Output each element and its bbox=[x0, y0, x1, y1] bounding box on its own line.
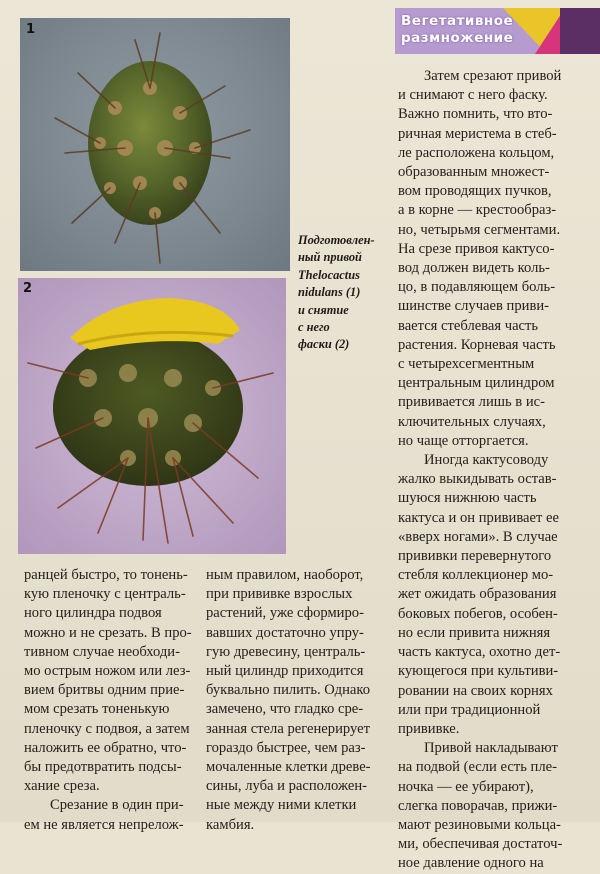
photo-2-cactus-graft-cut bbox=[18, 278, 286, 554]
cactus-illustration-2 bbox=[18, 278, 286, 554]
text-line: Срезание в один при- bbox=[50, 797, 184, 814]
text-line: стебля коллекционер мо- bbox=[398, 567, 554, 584]
text-line: гораздо быстрее, чем раз- bbox=[206, 739, 366, 756]
text-line: ное давление одного на bbox=[398, 855, 544, 872]
text-line: На срезе привоя кактусо- bbox=[398, 240, 555, 257]
caption-line: фаски (2) bbox=[298, 337, 350, 352]
text-line: или при традиционной bbox=[398, 701, 541, 718]
photo-number-1: 1 bbox=[26, 22, 36, 37]
text-line: наложить ее обратно, что- bbox=[24, 739, 187, 756]
photo-1-cactus-graft-top bbox=[20, 18, 290, 271]
section-title bbox=[401, 13, 551, 47]
caption-line: Подготовлен- bbox=[298, 233, 375, 247]
text-column-bottom-left bbox=[24, 566, 202, 835]
text-line: хание среза. bbox=[24, 778, 100, 795]
text-line: ле расположена кольцом, bbox=[398, 144, 555, 161]
text-line: «вверх ногами». В случае bbox=[398, 528, 558, 545]
text-column-bottom-middle bbox=[206, 566, 386, 835]
text-line: образованным множест- bbox=[398, 164, 550, 181]
text-line: цо, в подавляющем боль- bbox=[398, 279, 556, 296]
text-line: но, четырьмя сегментами. bbox=[398, 221, 561, 238]
text-line: вавших достаточно упру- bbox=[206, 624, 364, 641]
photo-number-2: 2 bbox=[23, 281, 33, 296]
text-line: на подвой (если есть пле- bbox=[398, 759, 557, 776]
text-line: ный цилиндр приходится bbox=[206, 663, 364, 680]
text-line: ного цилиндра подвоя bbox=[24, 605, 162, 622]
text-line: прививке. bbox=[398, 720, 460, 737]
section-title-line-1: Вегетативное bbox=[401, 13, 514, 29]
text-line: мо острым ножом или лез- bbox=[24, 663, 191, 680]
text-line: Привой накладывают bbox=[424, 740, 558, 757]
text-line: прививается лишь в ис- bbox=[398, 394, 545, 411]
text-line: можно и не срезать. В про- bbox=[24, 624, 192, 641]
caption-line: nidulans (1) bbox=[298, 285, 361, 300]
section-banner bbox=[395, 8, 600, 54]
text-line: жалко выкидывать остав- bbox=[398, 471, 557, 488]
text-line: при прививке взрослых bbox=[206, 586, 353, 603]
text-line: сины, луба и расположен- bbox=[206, 778, 368, 795]
text-line: центральным цилиндром bbox=[398, 375, 555, 392]
text-line: замечено, что гладко сре- bbox=[206, 701, 364, 718]
text-line: ми, обеспечивая достаточ- bbox=[398, 836, 563, 853]
text-column-right bbox=[398, 67, 594, 874]
text-line: ключительных случаях, bbox=[398, 413, 546, 430]
text-line: с четырехсегментным bbox=[398, 356, 535, 373]
banner-plum-block bbox=[560, 8, 600, 54]
text-line: вом проводящих пучков, bbox=[398, 183, 552, 200]
text-line: Важно помнить, что вто- bbox=[398, 106, 553, 123]
text-line: ные между ними клетки bbox=[206, 797, 357, 814]
text-line: буквально пилить. Однако bbox=[206, 682, 371, 699]
text-line: пленочку с подвоя, а затем bbox=[24, 720, 190, 737]
text-line: гую древесину, централь- bbox=[206, 643, 366, 660]
text-line: шинстве случаев приви- bbox=[398, 298, 550, 315]
text-line: ным правилом, наоборот, bbox=[206, 567, 364, 583]
caption-line: ный привой bbox=[298, 250, 362, 265]
text-line: ранцей быстро, то тонень- bbox=[24, 567, 188, 583]
text-line: мают резиновыми кольца- bbox=[398, 816, 561, 833]
section-title-line-2: размножение bbox=[401, 30, 514, 46]
text-line: но чаще отторгается. bbox=[398, 432, 529, 449]
text-line: кактуса и он прививает ее bbox=[398, 509, 559, 526]
text-line: кующегося при культиви- bbox=[398, 663, 559, 680]
text-line: часть кактуса, охотно дет- bbox=[398, 644, 561, 661]
text-line: растений, уже сформиро- bbox=[206, 605, 364, 622]
cactus-illustration-1 bbox=[20, 18, 290, 271]
caption-line: Thelocactus bbox=[298, 267, 360, 282]
text-line: ровании на своих корнях bbox=[398, 682, 553, 699]
caption-line: с него bbox=[298, 320, 330, 335]
text-line: Иногда кактусоводу bbox=[424, 452, 549, 469]
text-line: мочаленные клетки древе- bbox=[206, 759, 371, 776]
text-line: боковых побегов, особен- bbox=[398, 605, 558, 622]
text-line: ричная меристема в стеб- bbox=[398, 125, 557, 142]
text-line: слегка поворачав, прижи- bbox=[398, 797, 558, 814]
text-line: и снимают с него фаску. bbox=[398, 87, 548, 104]
text-line: прививки перевернутого bbox=[398, 548, 552, 565]
text-line: мом срезать тоненькую bbox=[24, 701, 170, 718]
text-line: бы предотвратить подсы- bbox=[24, 759, 182, 776]
text-line: а в корне — крестообраз- bbox=[398, 202, 557, 219]
text-line: вод должен видеть коль- bbox=[398, 260, 550, 277]
caption-line: и снятие bbox=[298, 302, 349, 317]
text-line: растения. Корневая часть bbox=[398, 336, 556, 353]
text-line: ем не является непрелож- bbox=[24, 816, 184, 833]
text-line: занная стела регенерирует bbox=[206, 720, 370, 737]
text-line: шуюся нижнюю часть bbox=[398, 490, 537, 507]
text-line: жет ожидать образования bbox=[398, 586, 557, 603]
text-line: камбия. bbox=[206, 816, 255, 833]
photo-caption bbox=[298, 232, 380, 354]
text-line: вием бритвы одним прие- bbox=[24, 682, 185, 699]
text-line: кую пленочку с централь- bbox=[24, 586, 186, 603]
text-line: но если привита нижняя bbox=[398, 624, 551, 641]
text-line: ночка — ее убирают), bbox=[398, 778, 534, 795]
text-line: тивном случае необходи- bbox=[24, 643, 180, 660]
text-line: Затем срезают привой bbox=[424, 68, 562, 84]
text-line: вается стеблевая часть bbox=[398, 317, 539, 334]
